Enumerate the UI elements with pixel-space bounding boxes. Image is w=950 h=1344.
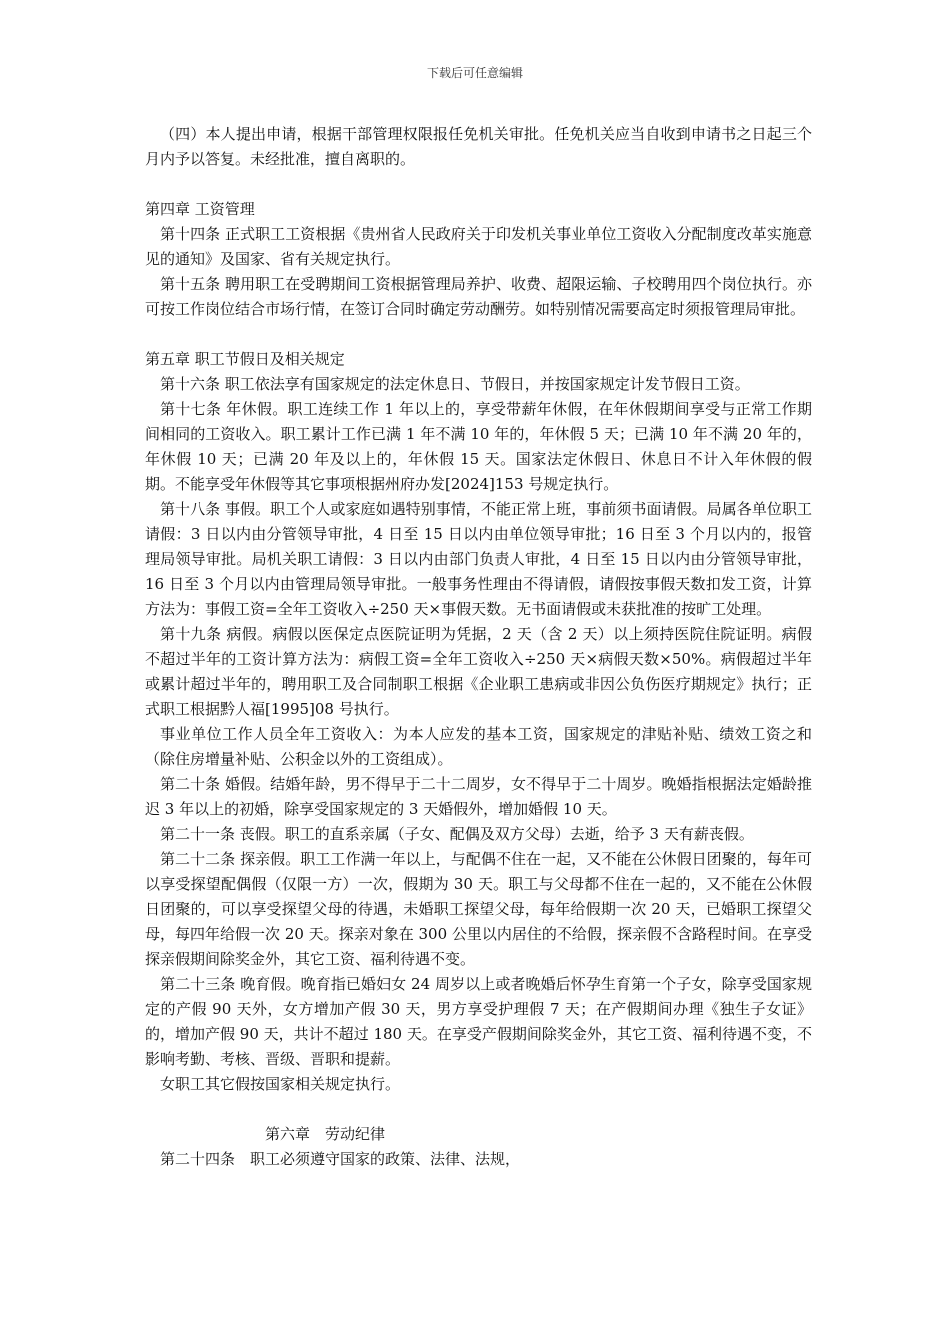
article-20: 第二十条 婚假。结婚年龄，男不得早于二十二周岁，女不得早于二十周岁。晚婚指根据法定婚龄推迟 3 年以上的初婚，除享受国家规定的 3 天婚假外，增加婚假 10 天。 xyxy=(145,775,812,818)
document-body xyxy=(145,122,812,1172)
article-17: 第十七条 年休假。职工连续工作 1 年以上的，享受带薪年休假，在年休假期间享受与正常工作期间相同的工资收入。职工累计工作已满 1 年不满 10 年的，年休假 5 天；已满 10 年不满 20 年的，年休假 10 天；已满 20 年及以上的，年休假 15 天。国家法定休假日、休息日不计入年休假的假期。不能享受年休假等其它事项根据州府办发[2024]153 号规定执行。 xyxy=(145,400,812,493)
chapter-5-title: 第五章 职工节假日及相关规定 xyxy=(145,350,345,368)
article-18: 第十八条 事假。职工个人或家庭如遇特别事情，不能正常上班，事前须书面请假。局属各单位职工请假：3 日以内由分管领导审批，4 日至 15 日以内由单位领导审批；16 日至 3 个月以内的，报管理局领导审批。局机关职工请假：3 日以内由部门负责人审批，4 日至 15 日以内由分管领导审批，16 日至 3 个月以内由管理局领导审批。一般事务性理由不得请假，请假按事假天数扣发工资，计算方法为：事假工资=全年工资收入÷250 天×事假天数。无书面请假或未获批准的按旷工处理。 xyxy=(145,500,812,618)
chapter-4-title: 第四章 工资管理 xyxy=(145,200,255,218)
female-note: 女职工其它假按国家相关规定执行。 xyxy=(160,1075,401,1093)
article-19: 第十九条 病假。病假以医保定点医院证明为凭据，2 天（含 2 天）以上须持医院住院证明。病假不超过半年的工资计算方法为：病假工资=全年工资收入÷250 天×病假天数×50%。病假超过半年或累计超过半年的，聘用职工及合同制职工根据《企业职工患病或非因公负伤医疗期规定》执行；正式职工根据黔人福[1995]08 号执行。 xyxy=(145,625,812,718)
paragraph-item-4: （四）本人提出申请，根据干部管理权限报任免机关审批。任免机关应当自收到申请书之日起三个月内予以答复。未经批准，擅自离职的。 xyxy=(145,125,812,168)
income-note: 事业单位工作人员全年工资收入：为本人应发的基本工资，国家规定的津贴补贴、绩效工资之和（除住房增量补贴、公积金以外的工资组成）。 xyxy=(145,725,812,768)
page-header: 下载后可任意编辑 xyxy=(426,66,523,80)
article-14: 第十四条 正式职工工资根据《贵州省人民政府关于印发机关事业单位工资收入分配制度改革实施意见的通知》及国家、省有关规定执行。 xyxy=(145,225,812,268)
article-23: 第二十三条 晚育假。晚育指已婚妇女 24 周岁以上或者晚婚后怀孕生育第一个子女，除享受国家规定的产假 90 天外，女方增加产假 30 天，男方享受护理假 7 天；在产假期间办理《独生子女证》的，增加产假 90 天，共计不超过 180 天。在享受产假期间除奖金外，其它工资、福利待遇不变，不影响考勤、考核、晋级、晋职和提薪。 xyxy=(145,975,812,1068)
article-24: 第二十四条 职工必须遵守国家的政策、法律、法规， xyxy=(160,1150,521,1168)
chapter-6-title: 第六章 劳动纪律 xyxy=(265,1125,386,1143)
article-15: 第十五条 聘用职工在受聘期间工资根据管理局养护、收费、超限运输、子校聘用四个岗位执行。亦可按工作岗位结合市场行情，在签订合同时确定劳动酬劳。如特别情况需要高定时须报管理局审批。 xyxy=(145,275,812,318)
article-21: 第二十一条 丧假。职工的直系亲属（子女、配偶及双方父母）去逝，给予 3 天有薪丧假。 xyxy=(160,825,754,843)
article-16: 第十六条 职工依法享有国家规定的法定休息日、节假日，并按国家规定计发节假日工资。 xyxy=(160,375,750,393)
article-22: 第二十二条 探亲假。职工工作满一年以上，与配偶不住在一起，又不能在公休假日团聚的，每年可以享受探望配偶假（仅限一方）一次，假期为 30 天。职工与父母都不住在一起的，又不能在公休假日团聚的，可以享受探望父母的待遇，未婚职工探望父母，每年给假期一次 20 天，已婚职工探望父母，每四年给假一次 20 天。探亲对象在 300 公里以内居住的不给假，探亲假不含路程时间。在享受探亲假期间除奖金外，其它工资、福利待遇不变。 xyxy=(145,850,812,968)
